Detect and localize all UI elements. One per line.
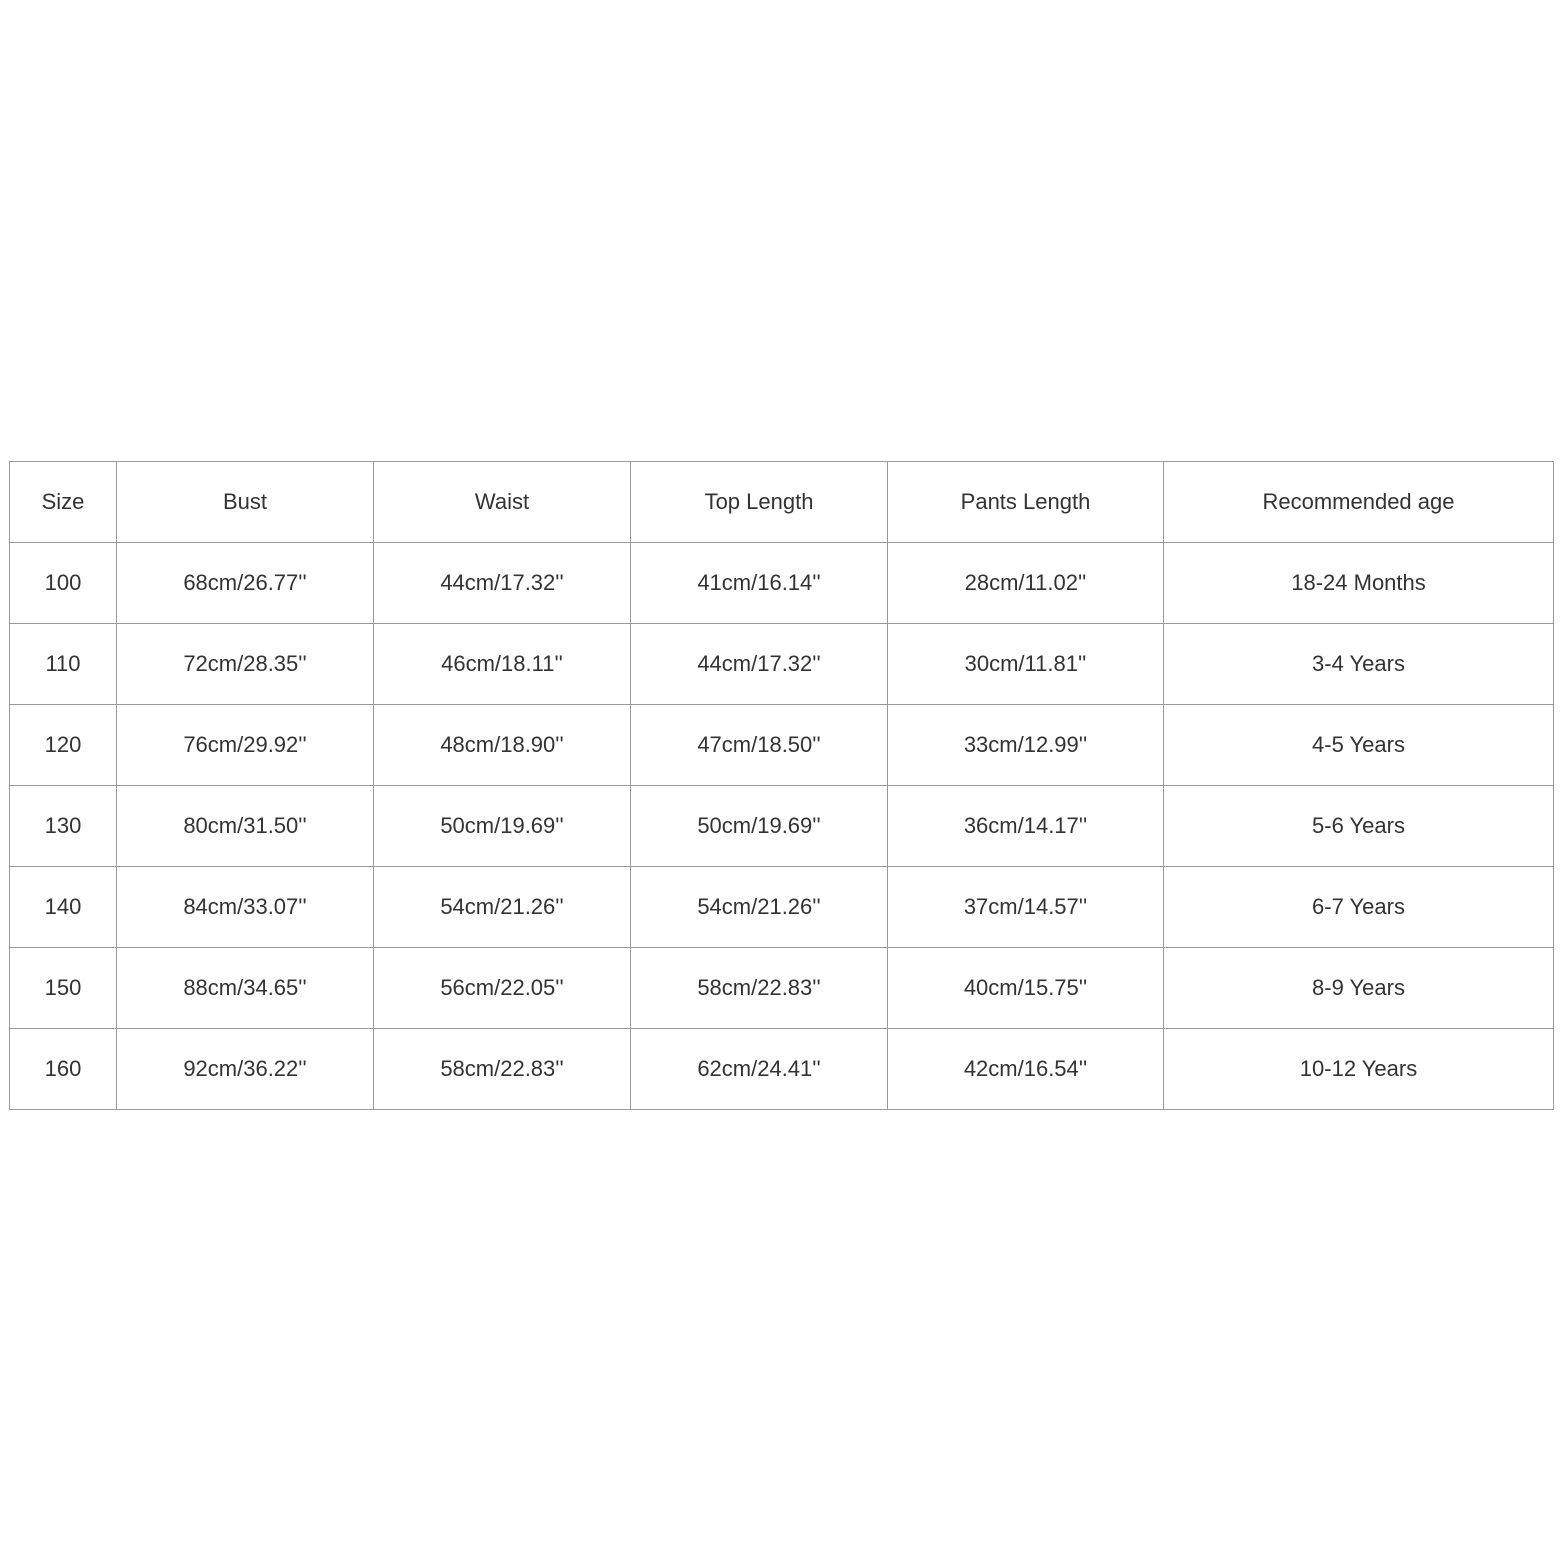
recommended-age-cell: 6-7 Years (1164, 867, 1554, 948)
size-cell: 160 (10, 1029, 117, 1110)
waist-cell: 54cm/21.26'' (374, 867, 631, 948)
waist-cell: 58cm/22.83'' (374, 1029, 631, 1110)
pants-length-cell: 37cm/14.57'' (888, 867, 1164, 948)
column-header-pants-length: Pants Length (888, 462, 1164, 543)
pants-length-cell: 40cm/15.75'' (888, 948, 1164, 1029)
table-row (10, 705, 1554, 786)
top-length-cell: 47cm/18.50'' (631, 705, 888, 786)
table-row (10, 1029, 1554, 1110)
waist-cell: 48cm/18.90'' (374, 705, 631, 786)
pants-length-cell: 28cm/11.02'' (888, 543, 1164, 624)
top-length-cell: 58cm/22.83'' (631, 948, 888, 1029)
pants-length-cell: 36cm/14.17'' (888, 786, 1164, 867)
top-length-cell: 41cm/16.14'' (631, 543, 888, 624)
bust-cell: 84cm/33.07'' (117, 867, 374, 948)
size-chart-table (9, 461, 1554, 1110)
bust-cell: 72cm/28.35'' (117, 624, 374, 705)
pants-length-cell: 30cm/11.81'' (888, 624, 1164, 705)
recommended-age-cell: 3-4 Years (1164, 624, 1554, 705)
recommended-age-cell: 8-9 Years (1164, 948, 1554, 1029)
waist-cell: 44cm/17.32'' (374, 543, 631, 624)
size-cell: 110 (10, 624, 117, 705)
table-row (10, 867, 1554, 948)
table-row (10, 948, 1554, 1029)
table-row (10, 786, 1554, 867)
top-length-cell: 54cm/21.26'' (631, 867, 888, 948)
recommended-age-cell: 4-5 Years (1164, 705, 1554, 786)
column-header-waist: Waist (374, 462, 631, 543)
bust-cell: 68cm/26.77'' (117, 543, 374, 624)
pants-length-cell: 42cm/16.54'' (888, 1029, 1164, 1110)
table-row (10, 543, 1554, 624)
table-row (10, 624, 1554, 705)
column-header-size: Size (10, 462, 117, 543)
size-cell: 140 (10, 867, 117, 948)
top-length-cell: 44cm/17.32'' (631, 624, 888, 705)
pants-length-cell: 33cm/12.99'' (888, 705, 1164, 786)
column-header-bust: Bust (117, 462, 374, 543)
header-row (10, 462, 1554, 543)
waist-cell: 50cm/19.69'' (374, 786, 631, 867)
column-header-recommended-age: Recommended age (1164, 462, 1554, 543)
size-cell: 130 (10, 786, 117, 867)
bust-cell: 80cm/31.50'' (117, 786, 374, 867)
size-cell: 150 (10, 948, 117, 1029)
column-header-top-length: Top Length (631, 462, 888, 543)
size-cell: 100 (10, 543, 117, 624)
bust-cell: 88cm/34.65'' (117, 948, 374, 1029)
size-cell: 120 (10, 705, 117, 786)
top-length-cell: 50cm/19.69'' (631, 786, 888, 867)
waist-cell: 46cm/18.11'' (374, 624, 631, 705)
recommended-age-cell: 18-24 Months (1164, 543, 1554, 624)
bust-cell: 92cm/36.22'' (117, 1029, 374, 1110)
recommended-age-cell: 10-12 Years (1164, 1029, 1554, 1110)
top-length-cell: 62cm/24.41'' (631, 1029, 888, 1110)
recommended-age-cell: 5-6 Years (1164, 786, 1554, 867)
bust-cell: 76cm/29.92'' (117, 705, 374, 786)
waist-cell: 56cm/22.05'' (374, 948, 631, 1029)
